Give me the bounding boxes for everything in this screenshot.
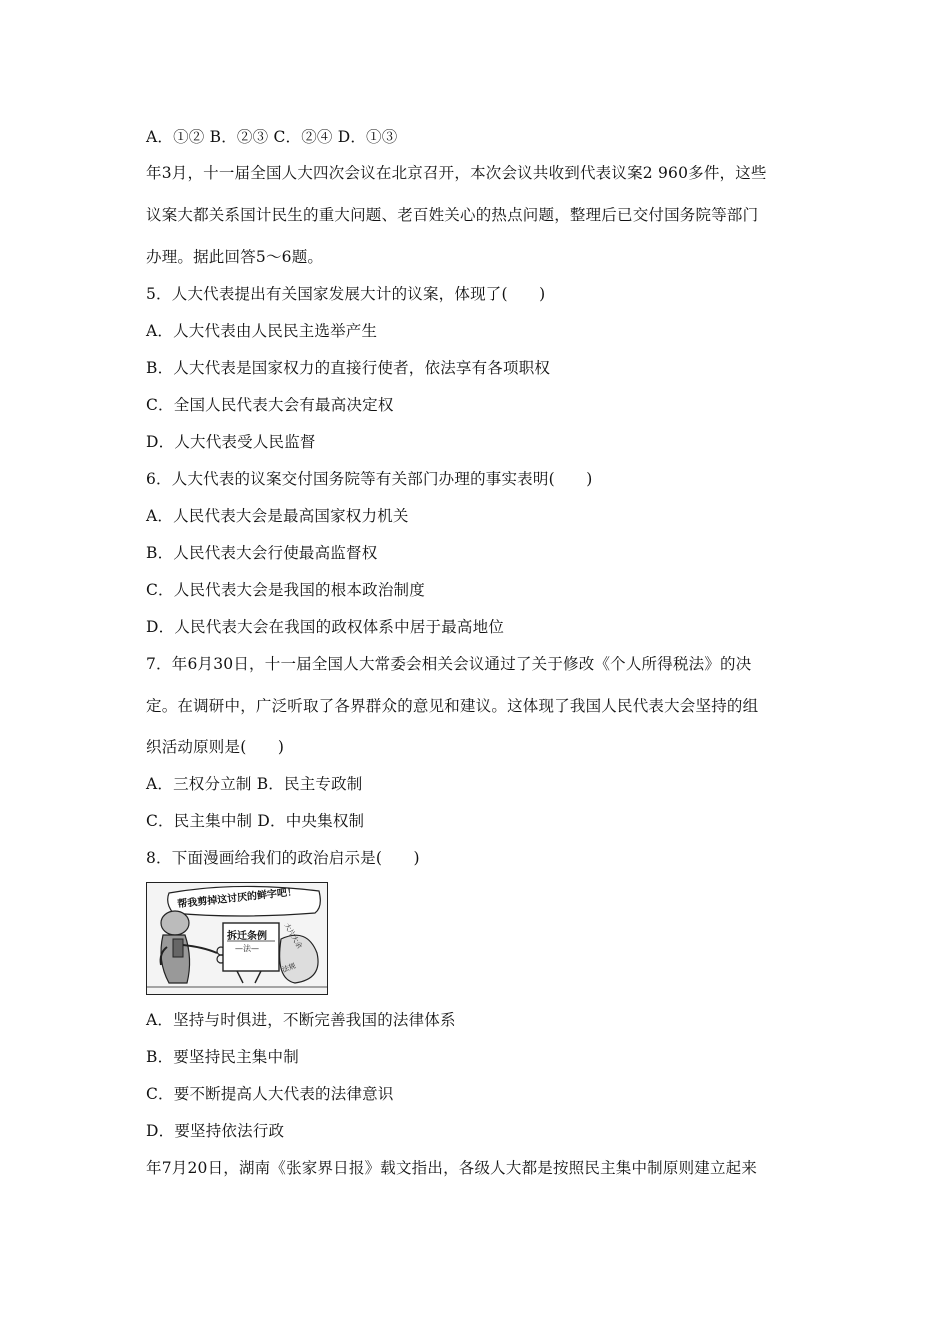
q8-option-c: C．要不断提高人大代表的法律意识: [146, 1085, 394, 1103]
q5-option-d: D．人大代表受人民监督: [146, 433, 316, 451]
question-8: 8．下面漫画给我们的政治启示是( ): [146, 849, 420, 867]
q6-option-d: D．人民代表大会在我国的政权体系中居于最高地位: [146, 618, 505, 636]
question-5: 5．人大代表提出有关国家发展大计的议案，体现了( ): [146, 285, 546, 303]
q5-option-a: A．人大代表由人民民主选举产生: [146, 322, 378, 340]
q5-option-b: B．人大代表是国家权力的直接行使者，依法享有各项职权: [146, 359, 551, 377]
answer-options-q4: A．①② B．②③ C．②④ D．①③: [146, 128, 398, 146]
cartoon-bag-label-1: 大片大余: [282, 921, 304, 951]
q6-option-a: A．人民代表大会是最高国家权力机关: [146, 507, 409, 525]
q5-option-c: C．全国人民代表大会有最高决定权: [146, 396, 394, 414]
q7-options-ab: A．三权分立制 B．民主专政制: [146, 775, 363, 793]
question-6: 6．人大代表的议案交付国务院等有关部门办理的事实表明( ): [146, 470, 593, 488]
q6-option-b: B．人民代表大会行使最高监督权: [146, 544, 378, 562]
q8-option-a: A．坚持与时俱进，不断完善我国的法律体系: [146, 1011, 456, 1029]
q8-option-d: D．要坚持依法行政: [146, 1122, 285, 1140]
passage-line-3: 办理。据此回答5～6题。: [146, 248, 324, 266]
cartoon-book-title: 拆迁条例: [227, 931, 267, 942]
passage-line-2: 议案大都关系国计民生的重大问题、老百姓关心的热点问题，整理后已交付国务院等部门: [146, 206, 759, 224]
q6-option-c: C．人民代表大会是我国的根本政治制度: [146, 581, 425, 599]
q7-options-cd: C．民主集中制 D．中央集权制: [146, 812, 365, 830]
cartoon-bag-label-2: 法规: [281, 961, 297, 975]
question-7-line-1: 7．年6月30日，十一届全国人大常委会相关会议通过了关于修改《个人所得税法》的决: [146, 655, 752, 673]
question-7-line-3: 织活动原则是( ): [146, 738, 285, 756]
question-7-line-2: 定。在调研中，广泛听取了各界群众的意见和建议。这体现了我国人民代表大会坚持的组: [146, 697, 759, 715]
cartoon-book-sub: —法—: [235, 944, 259, 953]
cartoon-speech: 帮我剪掉这讨厌的鲜字吧！: [176, 886, 298, 911]
political-cartoon: [146, 882, 328, 995]
passage-next: 年7月20日，湖南《张家界日报》载文指出，各级人大都是按照民主集中制原则建立起来: [146, 1159, 758, 1177]
passage-line-1: 年3月，十一届全国人大四次会议在北京召开，本次会议共收到代表议案2 960多件，这些: [146, 164, 767, 182]
q8-option-b: B．要坚持民主集中制: [146, 1048, 299, 1066]
